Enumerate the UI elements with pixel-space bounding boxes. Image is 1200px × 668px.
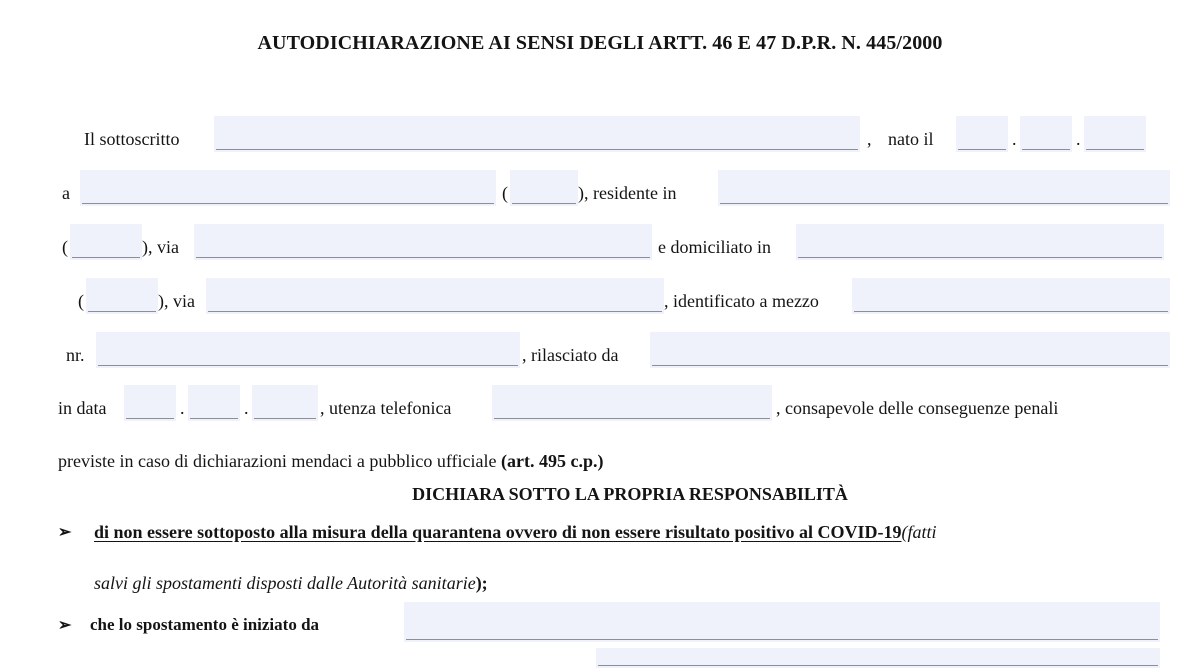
field-telefono[interactable] xyxy=(492,385,772,421)
date-separator: . xyxy=(180,398,185,418)
penal-notice xyxy=(58,450,604,472)
document-title: AUTODICHIARAZIONE AI SENSI DEGLI ARTT. 46 E 47 D.P.R. N. 445/2000 xyxy=(257,32,943,54)
field-documento-tipo[interactable] xyxy=(852,278,1170,314)
penal-article-ref: (art. 495 c.p.) xyxy=(501,451,604,471)
quarantine-exception-end: ); xyxy=(475,573,488,593)
label-nato-il: nato il xyxy=(888,129,934,149)
field-nascita-anno[interactable] xyxy=(1084,116,1146,152)
field-residenza-provincia[interactable] xyxy=(70,224,142,260)
field-rilascio-giorno[interactable] xyxy=(124,385,176,421)
label-via: ), via xyxy=(142,237,179,257)
field-domicilio-comune[interactable] xyxy=(796,224,1164,260)
field-spostamento-inizio[interactable] xyxy=(404,602,1160,642)
field-nascita-mese[interactable] xyxy=(1020,116,1072,152)
field-nome-cognome[interactable] xyxy=(214,116,860,152)
label-via: ), via xyxy=(158,291,195,311)
label-a: a xyxy=(62,183,70,203)
paren-open: ( xyxy=(502,183,508,203)
arrow-bullet-icon: ➢ xyxy=(58,617,72,634)
label-residente-in: ), residente in xyxy=(578,183,677,203)
label-nr: nr. xyxy=(66,345,85,365)
declaration-quarantine xyxy=(94,521,937,543)
field-residenza-comune[interactable] xyxy=(718,170,1170,206)
label-consapevole: , consapevole delle conseguenze penali xyxy=(776,398,1059,418)
field-luogo-nascita[interactable] xyxy=(80,170,496,206)
label-utenza-telefonica: , utenza telefonica xyxy=(320,398,452,418)
field-rilascio-mese[interactable] xyxy=(188,385,240,421)
label-sottoscritto: Il sottoscritto xyxy=(84,129,180,149)
date-separator: . xyxy=(1012,129,1017,149)
declaration-heading: DICHIARA SOTTO LA PROPRIA RESPONSABILITÀ xyxy=(412,484,848,504)
field-domicilio-via[interactable] xyxy=(206,278,664,314)
field-domicilio-provincia[interactable] xyxy=(86,278,158,314)
declaration-quarantine-cont xyxy=(94,572,488,594)
label-domiciliato-in: e domiciliato in xyxy=(658,237,771,257)
field-residenza-via[interactable] xyxy=(194,224,652,260)
quarantine-exception: salvi gli spostamenti disposti dalle Autorità sanitarie xyxy=(94,573,476,593)
field-rilascio-anno[interactable] xyxy=(252,385,318,421)
label-in-data: in data xyxy=(58,398,107,418)
field-rilasciato-da[interactable] xyxy=(650,332,1170,368)
paren-open: ( xyxy=(78,291,84,311)
field-documento-numero[interactable] xyxy=(96,332,520,368)
field-spostamento-next[interactable] xyxy=(596,648,1160,668)
label-spostamento-iniziato-da: che lo spostamento è iniziato da xyxy=(90,615,320,634)
arrow-bullet-icon: ➢ xyxy=(58,524,72,541)
quarantine-statement: di non essere sottoposto alla misura della quarantena ovvero di non essere risultato positivo al COVID-19 xyxy=(94,522,902,542)
date-separator: . xyxy=(1076,129,1081,149)
quarantine-exception-start: (fatti xyxy=(901,522,937,542)
label-rilasciato-da: , rilasciato da xyxy=(522,345,619,365)
field-nascita-giorno[interactable] xyxy=(956,116,1008,152)
date-separator: . xyxy=(244,398,249,418)
label-comma: , xyxy=(867,129,872,149)
paren-open: ( xyxy=(62,237,68,257)
field-provincia-nascita[interactable] xyxy=(510,170,578,206)
label-identificato-a-mezzo: , identificato a mezzo xyxy=(664,291,819,311)
penal-notice-text: previste in caso di dichiarazioni mendaci a pubblico ufficiale xyxy=(58,451,502,471)
